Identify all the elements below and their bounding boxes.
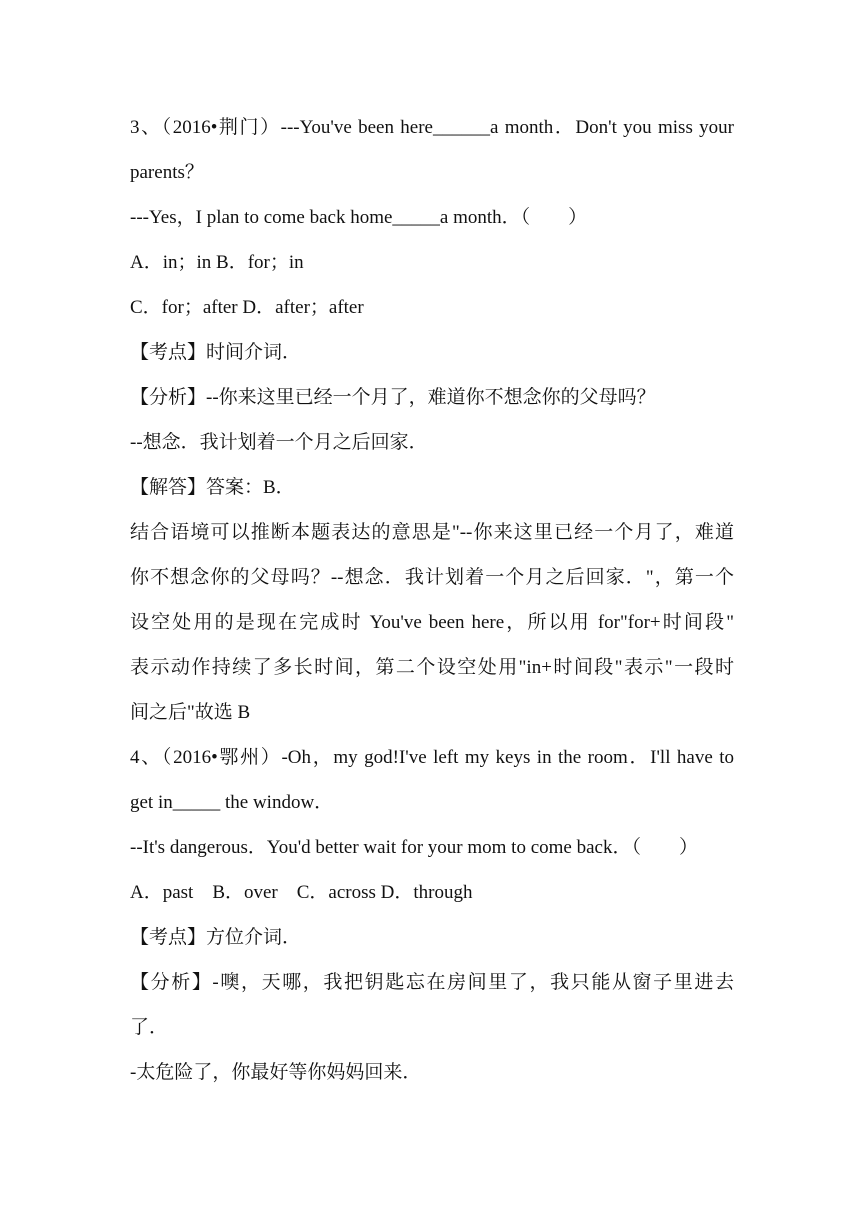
question-4-stem-line-1: 4、（2016•鄂州）-Oh，my god!I've left my keys in the room．I'll have to — [130, 747, 734, 768]
question-3-answer: 【解答】答案：B． — [130, 477, 295, 498]
document-body — [130, 105, 734, 1095]
question-4-topic: 【考点】方位介词． — [130, 927, 302, 948]
question-3-options-ab: A．in；in B．for；in — [130, 252, 304, 273]
question-4-analysis-line-2: 了． — [130, 1017, 169, 1038]
question-3-reply: ---Yes，I plan to come back home_____a month．（ ） — [130, 207, 588, 228]
question-4-stem-line-2: get in_____ the window． — [130, 792, 334, 813]
question-3-explanation-line-3: 设空处用的是现在完成时 You've been here，所以用 for"for+时间段" — [130, 612, 734, 633]
question-3-stem-line-2: parents？ — [130, 162, 204, 183]
question-3-stem-line-1: 3、（2016•荆门）---You've been here______a month．Don't you miss your — [130, 117, 734, 138]
question-4-reply: --It's dangerous．You'd better wait for your mom to come back．（ ） — [130, 837, 698, 858]
question-3-analysis-line-2: --想念．我计划着一个月之后回家． — [130, 432, 428, 453]
question-3-explanation-line-1: 结合语境可以推断本题表达的意思是"--你来这里已经一个月了，难道 — [130, 522, 734, 543]
question-4-options: A．past B．over C．across D．through — [130, 882, 473, 903]
question-3-explanation-line-5: 间之后"故选 B — [130, 702, 251, 723]
question-4-analysis-line-1: 【分析】-噢，天哪，我把钥匙忘在房间里了，我只能从窗子里进去 — [130, 972, 734, 993]
question-3-analysis-line-1: 【分析】--你来这里已经一个月了，难道你不想念你的父母吗？ — [130, 387, 656, 408]
question-3-explanation-line-2: 你不想念你的父母吗？--想念．我计划着一个月之后回家．"，第一个 — [130, 567, 734, 588]
question-3-explanation-line-4: 表示动作持续了多长时间，第二个设空处用"in+时间段"表示"一段时 — [130, 657, 734, 678]
question-4-analysis-line-3: -太危险了，你最好等你妈妈回来． — [130, 1062, 422, 1083]
question-3-options-cd: C．for；after D．after；after — [130, 297, 364, 318]
question-3-topic: 【考点】时间介词． — [130, 342, 302, 363]
